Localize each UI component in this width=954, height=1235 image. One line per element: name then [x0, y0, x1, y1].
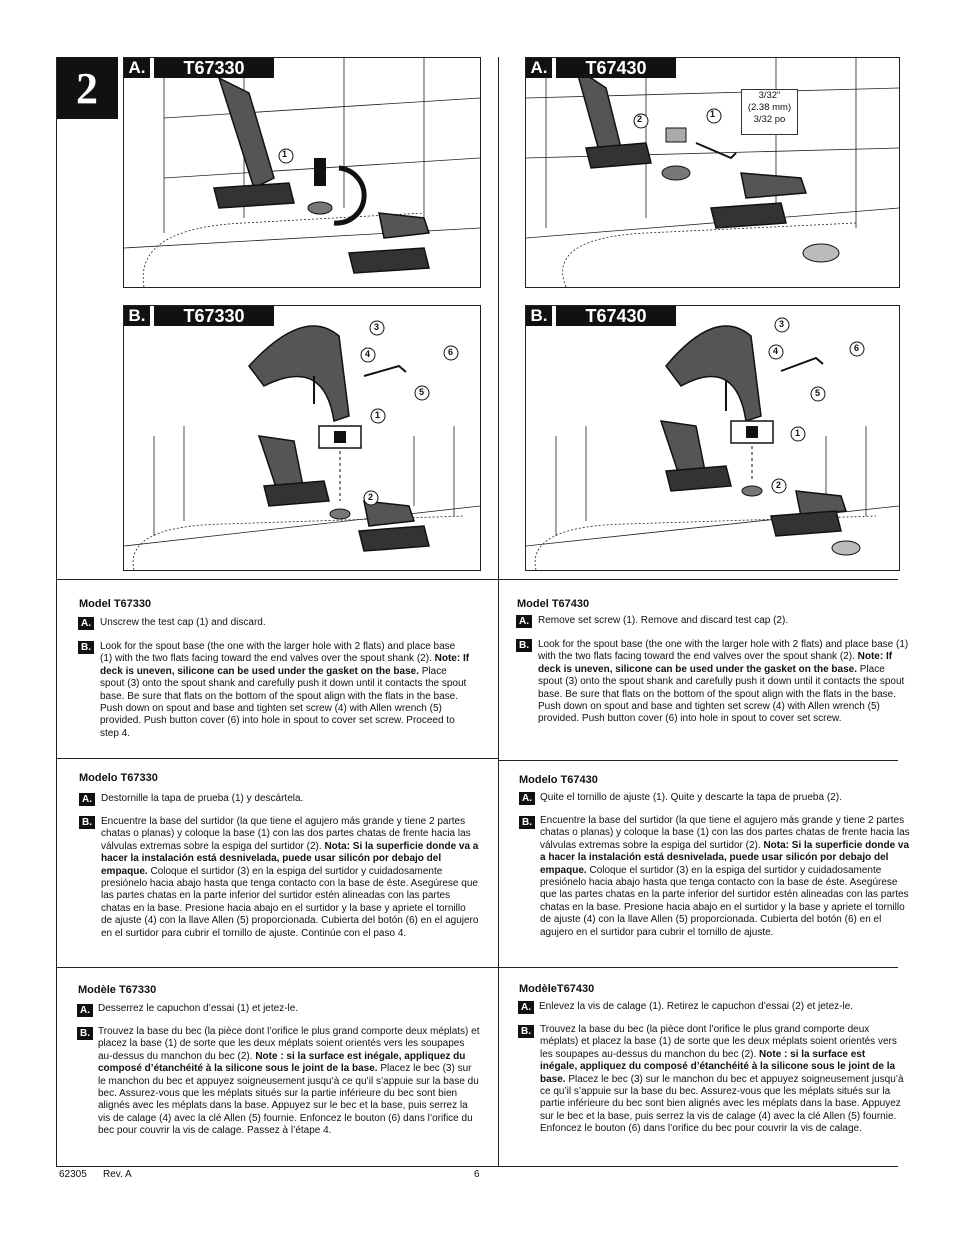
callout-5: 5	[419, 387, 425, 397]
step-number: 2	[56, 57, 118, 119]
step-b-text: Look for the spout base (the one with the larger hole with 2 flats) and place base (1) with the two flats facing toward the end valves over the spout shank (2). Note: If deck is uneven, silicone can be used under the gasket on the base. Place spout (3) onto the spout shank and carefully push it down until it contacts the spout base. Be sure that flats on the bottom of the spout align with the flats in the base. Push down on spout and base and tighten set screw (4) with Allen wrench (5) provided. Push button cover (6) into hole in spout to cover set screw. Proceed to step 4.	[100, 641, 470, 739]
illustration-panel-b-t67330	[123, 305, 481, 571]
step-b-badge: B.	[516, 639, 532, 652]
step-b-text: Encuentre la base del surtidor (la que tiene el agujero más grande y tiene 2 partes chatas o planas) y coloque la base (1) con las dos partes chatas de frente hacia las válvulas extremas sobre la espiga del surtidor (2). Nota: Si la superficie donde va a hacer la instalación está desnivelada, puede usar silicón por debajo del empaque. Coloque el surtidor (3) en la espiga del surtidor y cuidadosamente presiónelo hacia abajo hasta que tenga contacto con la base de éste. Asegúrese que las partes chatas en la parte inferior del surtidor estén alineadas con las partes chatas en la base. Presione hacia abajo en el surtidor y la base y apriete el tornillo de ajuste (4) con la llave Allen (5) proporcionada. Cubierta del botón (6) en el agujero en el surtidor para cubrir el tornillo de ajuste.	[540, 815, 910, 938]
panel-letter: A.	[526, 58, 552, 78]
center-column-rule	[498, 57, 499, 1167]
panel-model: T67330	[154, 58, 274, 78]
step-a-badge: A.	[519, 792, 535, 805]
callout-2: 2	[368, 492, 374, 502]
spout-assembly-illustration	[124, 306, 480, 570]
step-a-badge: A.	[79, 793, 95, 806]
step-b-text: Trouvez la base du bec (la pièce dont l’orifice le plus grand comporte deux méplats) et placez la base (1) de sorte que les deux méplats soient orientés vers les soupapes au-dessus du manchon du bec (2). Note : si la surface est inégale, appliquez du composé d’étanchéité à la silicone sous le joint de la base. Placez le bec (3) sur le manchon du bec et appuyez soigneusement jusqu’à ce qu’il s’appuie sur la base du bec. Assurez-vous que les méplats situés sur la partie inférieure du bec sont bien alignés avec les méplats dans la base. Appuyez sur le bec et la base, puis serrez la vis de calage (4) avec la clé Allen (5) fournie. Enfoncez le bouton (6) dans l’orifice du bec pour couvrir la vis de calage.	[540, 1024, 904, 1135]
step-b-badge: B.	[77, 1027, 93, 1040]
panel-letter: B.	[526, 306, 552, 326]
callout-1: 1	[795, 428, 801, 438]
panel-header	[124, 306, 274, 326]
divider-bottom	[56, 1166, 898, 1167]
section-title: Modelo T67330	[79, 772, 158, 784]
panel-header	[526, 58, 676, 78]
panel-letter: B.	[124, 306, 150, 326]
callout-1: 1	[282, 149, 288, 159]
step-b-badge: B.	[519, 816, 535, 829]
faucet-handles-illustration	[124, 58, 480, 287]
spout-assembly-illustration	[526, 306, 899, 570]
panel-model: T67330	[154, 306, 274, 326]
size-inches: 3/32"	[758, 90, 781, 101]
panel-header	[526, 306, 676, 326]
callout-2: 2	[637, 114, 643, 124]
step-b-text: Look for the spout base (the one with the larger hole with 2 flats) and place base (1) with the two flats facing toward the end valves over the spout shank (2). Note: If deck is uneven, silicone can be used under the gasket on the base. Place spout (3) onto the spout shank and carefully push it down until it contacts the spout base. Be sure that flats on the bottom of the spout align with the flats in the base. Push down on spout and base and tighten set screw (4) with Allen wrench (5) provided. Push button cover (6) into hole in spout to cover set screw.	[538, 639, 909, 725]
callout-3: 3	[779, 319, 785, 329]
faucet-handles-illustration	[526, 58, 899, 287]
step-a-badge: A.	[78, 617, 94, 630]
callout-1: 1	[710, 109, 716, 119]
section-title: Modelo T67430	[519, 774, 598, 786]
section-title: Model T67430	[517, 598, 590, 610]
callout-2: 2	[776, 480, 782, 490]
step-a-text: Destornille la tapa de prueba (1) y descártela.	[101, 793, 304, 804]
step-a-badge: A.	[516, 615, 532, 628]
step-b-badge: B.	[78, 641, 94, 654]
callout-1: 1	[375, 410, 381, 420]
callout-5: 5	[815, 388, 821, 398]
size-mm: (2.38 mm)	[747, 102, 792, 113]
step-a-badge: A.	[518, 1001, 534, 1014]
panel-header	[124, 58, 274, 78]
step-a-text: Quite el tornillo de ajuste (1). Quite y descarte la tapa de prueba (2).	[540, 792, 842, 803]
step-a-badge: A.	[77, 1004, 93, 1017]
doc-number: 62305	[59, 1169, 87, 1180]
divider-french	[56, 967, 898, 968]
step-a-text: Remove set screw (1). Remove and discard test cap (2).	[538, 615, 789, 626]
divider-spanish-left	[56, 758, 498, 759]
revision: Rev. A	[103, 1169, 132, 1180]
step-b-badge: B.	[79, 816, 95, 829]
step-b-text: Trouvez la base du bec (la pièce dont l’orifice le plus grand comporte deux méplats) et placez la base (1) de sorte que les deux méplats soient orientés vers les soupapes au-dessus du manchon du bec (2). Note : si la surface est inégale, appliquez du composé d’étanchéité à la silicone sous le joint de la base. Placez le bec (3) sur le manchon du bec et appuyez soigneusement jusqu’à ce qu’il s’appuie sur la base du bec. Assurez-vous que les méplats situés sur la partie inférieure du bec sont bien alignés avec les méplats dans la base. Appuyez sur le bec et la base, puis serrez la vis de calage (4) avec la clé Allen (5) fournie. Enfoncez le bouton (6) dans l’orifice du bec pour couvrir la vis de calage. Passez à l’étape 4.	[98, 1026, 480, 1137]
callout-6: 6	[448, 347, 454, 357]
illustration-panel-a-t67330	[123, 57, 481, 288]
size-po: 3/32 po	[753, 114, 786, 125]
step-b-text: Encuentre la base del surtidor (la que tiene el agujero más grande y tiene 2 partes chatas o planas) y coloque la base (1) con las dos partes chatas de frente hacia las válvulas extremas sobre la espiga del surtidor (2). Nota: Si la superficie donde va a hacer la instalación está desnivelada, puede usar silicón por debajo del empaque. Coloque el surtidor (3) en la espiga del surtidor y cuidadosamente presiónelo hacia abajo hasta que tenga contacto con la base de éste. Asegúrese que las partes chatas en la parte inferior del surtidor estén alineadas con las partes chatas en la base. Presione hacia abajo en el surtidor y la base y apriete el tornillo de ajuste (4) con la llave Allen (5) proporcionada. Cubierta del botón (6) en el agujero en el surtidor para cubrir el tornillo de ajuste. Continúe con el paso 4.	[101, 816, 479, 939]
callout-4: 4	[773, 346, 779, 356]
allen-wrench-size-note	[741, 89, 798, 135]
callout-6: 6	[854, 343, 860, 353]
panel-letter: A.	[124, 58, 150, 78]
panel-model: T67430	[556, 306, 676, 326]
section-title: ModèleT67430	[519, 983, 595, 995]
callout-3: 3	[374, 322, 380, 332]
left-margin-rule	[56, 57, 57, 1167]
illustration-panel-b-t67430	[525, 305, 900, 571]
step-a-text: Desserrez le capuchon d’essai (1) et jetez-le.	[98, 1003, 299, 1014]
illustration-panel-a-t67430	[525, 57, 900, 288]
step-b-badge: B.	[518, 1025, 534, 1038]
divider-english	[56, 579, 898, 580]
section-title: Model T67330	[79, 598, 152, 610]
panel-model: T67430	[556, 58, 676, 78]
page-number: 6	[474, 1169, 480, 1180]
step-a-text: Unscrew the test cap (1) and discard.	[100, 617, 266, 628]
section-title: Modèle T67330	[78, 984, 157, 996]
callout-4: 4	[365, 349, 371, 359]
divider-spanish-right	[498, 760, 898, 761]
step-a-text: Enlevez la vis de calage (1). Retirez le capuchon d’essai (2) et jetez-le.	[539, 1001, 854, 1012]
